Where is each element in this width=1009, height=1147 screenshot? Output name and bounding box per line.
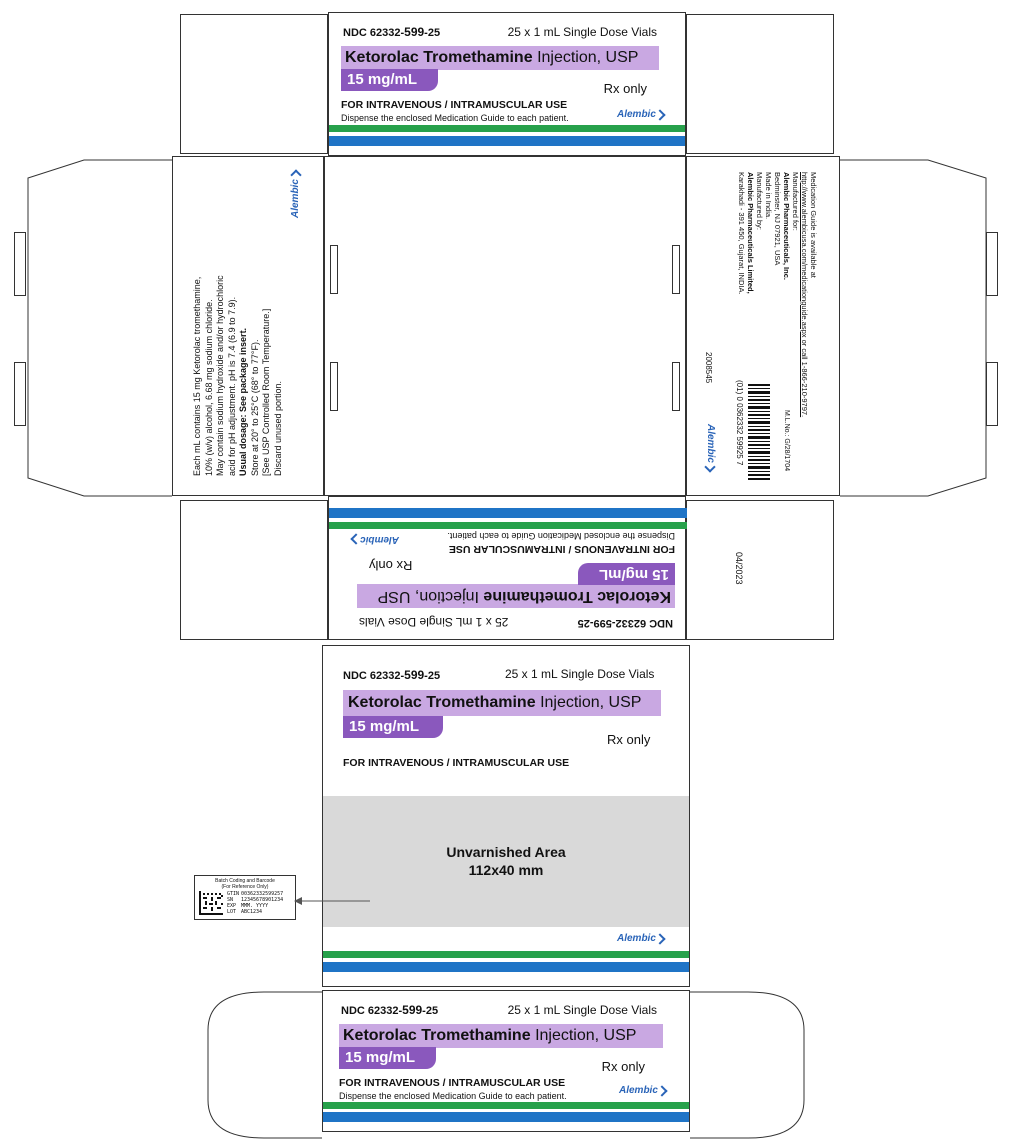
top-panel bbox=[328, 12, 686, 156]
med-guide-text: Dispense the enclosed Medication Guide to each patient. bbox=[341, 113, 569, 123]
front-drug-name-rest: Injection, USP bbox=[540, 694, 642, 711]
label-panel-bottom bbox=[327, 991, 687, 1131]
pack-size-inverted: 25 x 1 mL Single Dose Vials bbox=[359, 615, 509, 629]
bottom-drug-name-rest: Injection, USP bbox=[535, 1027, 637, 1044]
right-side-text-block bbox=[686, 156, 840, 496]
discard-line: Discard unused portion. bbox=[272, 380, 283, 476]
inverted-panel bbox=[328, 496, 686, 640]
bottom-ndc-suffix: -25 bbox=[422, 1005, 439, 1017]
front-strength-badge: 15 mg/mL bbox=[343, 716, 443, 738]
batch-title-2: (For Reference Only) bbox=[221, 884, 269, 890]
gtin-text: (01) 0 0362332 59925 7 bbox=[735, 380, 744, 466]
green-stripe bbox=[329, 125, 685, 132]
med-guide-url: http://www.alembicusa.com/medicationguide.aspx or call 1-866-210-9797. bbox=[800, 172, 809, 418]
front-ndc-product: 599 bbox=[404, 668, 425, 682]
front-alembic-logo: Alembic bbox=[617, 933, 656, 944]
composition-line-2: 10% (w/v) alcohol, 6.68 mg sodium chloride. bbox=[203, 299, 214, 476]
manufactured-for-label: Manufactured for: bbox=[791, 172, 800, 231]
batch-key: LOT bbox=[227, 909, 237, 915]
left-tab-lower bbox=[14, 362, 26, 426]
date-code-wrap bbox=[733, 552, 745, 585]
left-side-text-block bbox=[172, 156, 324, 496]
right-glue-flap bbox=[838, 158, 998, 498]
ndc-number-inverted: NDC 62332-599-25 bbox=[577, 617, 673, 629]
front-rx-only: Rx only bbox=[607, 732, 651, 747]
bottom-ndc-product: 599 bbox=[402, 1003, 423, 1017]
batch-value: ABC1234 bbox=[241, 909, 263, 915]
alembic-logo-left: Alembic bbox=[290, 179, 301, 218]
batch-value: MMM. YYYY bbox=[241, 903, 269, 909]
label-panel-top bbox=[329, 13, 687, 153]
composition-line-1: Each mL contains 15 mg Ketorolac tromethamine, bbox=[192, 276, 202, 476]
med-guide-availability: Medication Guide is available at bbox=[809, 172, 818, 278]
pack-size: 25 x 1 mL Single Dose Vials bbox=[507, 25, 657, 39]
blue-stripe bbox=[329, 136, 685, 146]
front-drug-name-bold: Ketorolac Tromethamine bbox=[348, 694, 536, 711]
med-guide-text-inverted: Dispense the enclosed Medication Guide to each patient. bbox=[447, 531, 675, 541]
ndc-prefix: NDC 62332- bbox=[343, 27, 405, 39]
datamatrix-icon bbox=[199, 891, 223, 915]
front-green-stripe bbox=[323, 951, 689, 958]
slot-left-upper bbox=[330, 245, 338, 294]
rx-only: Rx only bbox=[603, 81, 647, 96]
strength-badge: 15 mg/mL bbox=[341, 69, 438, 91]
top-dust-flap-left bbox=[180, 14, 328, 154]
batch-title-1: Batch Coding and Barcode bbox=[215, 878, 275, 884]
bottom-green-stripe bbox=[323, 1102, 689, 1109]
batch-row bbox=[227, 909, 283, 915]
top-dust-flap-right bbox=[686, 14, 834, 154]
batch-coding-box bbox=[194, 875, 296, 920]
front-ndc-prefix: NDC 62332- bbox=[343, 670, 405, 682]
drug-name-inverted bbox=[378, 587, 671, 605]
drug-name-rest: Injection, USP bbox=[537, 49, 639, 66]
center-back-panel bbox=[324, 156, 686, 496]
bottom-strength-badge: 15 mg/mL bbox=[339, 1047, 436, 1069]
ndc-suffix: -25 bbox=[424, 27, 441, 39]
drug-name-bold-inverted: Ketorolac Tromethamine bbox=[483, 588, 671, 605]
date-code: 04/2023 bbox=[734, 552, 744, 585]
drug-name bbox=[345, 49, 638, 67]
bottom-tuck-flap-left bbox=[204, 990, 324, 1140]
left-glue-flap bbox=[14, 158, 174, 498]
ndc-number bbox=[343, 25, 440, 39]
bottom-pack-size: 25 x 1 mL Single Dose Vials bbox=[507, 1003, 657, 1017]
batch-key: EXP bbox=[227, 903, 237, 909]
bottom-alembic-logo: Alembic bbox=[619, 1085, 658, 1096]
manufacturer-by-address: Karakhadi - 391 450, Gujarat, INDIA. bbox=[737, 172, 746, 295]
rx-only-inverted: Rx only bbox=[369, 558, 413, 573]
front-route: FOR INTRAVENOUS / INTRAMUSCULAR USE bbox=[343, 757, 570, 769]
lower-dust-flap-right bbox=[686, 500, 834, 640]
bottom-ndc-number bbox=[341, 1003, 438, 1017]
bottom-blue-stripe bbox=[323, 1112, 689, 1122]
alembic-logo: Alembic bbox=[617, 109, 656, 120]
bottom-rx-only: Rx only bbox=[601, 1059, 645, 1074]
bottom-panel bbox=[322, 990, 690, 1132]
route-text-inverted: FOR INTRAVENOUS / INTRAMUSCULAR USE bbox=[448, 543, 675, 555]
alembic-logo-inverted: Alembic bbox=[360, 534, 399, 545]
manufacturer-by-name: Alembic Pharmaceuticals Limited, bbox=[746, 172, 755, 294]
bottom-drug-name-bold: Ketorolac Tromethamine bbox=[343, 1027, 531, 1044]
right-tab-upper bbox=[986, 232, 998, 296]
right-tab-lower bbox=[986, 362, 998, 426]
batch-key: GTIN bbox=[227, 891, 240, 897]
front-pack-size: 25 x 1 mL Single Dose Vials bbox=[505, 667, 655, 681]
bottom-ndc-prefix: NDC 62332- bbox=[341, 1005, 403, 1017]
usp-line: [See USP Controlled Room Temperature.] bbox=[261, 308, 271, 476]
slot-left-lower bbox=[330, 362, 338, 411]
front-blue-stripe bbox=[323, 962, 689, 972]
manufactured-by-label: Manufactured by: bbox=[755, 172, 764, 230]
left-tab-upper bbox=[14, 232, 26, 296]
alembic-logo-right: Alembic bbox=[705, 424, 716, 463]
front-panel bbox=[322, 645, 690, 987]
batch-rows bbox=[227, 891, 283, 915]
blue-stripe-inverted bbox=[329, 508, 687, 518]
drug-name-rest-inverted: Injection, USP bbox=[377, 588, 479, 605]
slot-right-lower bbox=[672, 362, 680, 411]
bottom-med-guide-text: Dispense the enclosed Medication Guide to each patient. bbox=[339, 1091, 567, 1101]
batch-value: 12345678901234 bbox=[241, 897, 284, 903]
barcode bbox=[748, 384, 770, 480]
unvarnished-area bbox=[323, 796, 689, 927]
made-in: Made in India. bbox=[764, 172, 773, 220]
slot-right-upper bbox=[672, 245, 680, 294]
dosage-line: Usual dosage: See package insert. bbox=[238, 327, 248, 476]
ndc-product: 599 bbox=[404, 25, 425, 39]
unvarnished-label: Unvarnished Area bbox=[446, 844, 566, 860]
storage-line: Store at 20° to 25°C (68° to 77°F). bbox=[249, 339, 260, 476]
composition-line-4: acid for pH adjustment. pH is 7.4 (6.9 to 7.9). bbox=[226, 296, 237, 476]
ml-number: M.L.No.: G/28/1704 bbox=[783, 410, 790, 472]
bottom-tuck-flap-right bbox=[688, 990, 808, 1140]
lower-dust-flap-left bbox=[180, 500, 328, 640]
route-text: FOR INTRAVENOUS / INTRAMUSCULAR USE bbox=[341, 99, 568, 111]
manufacturer-for-name: Alembic Pharmaceuticals, Inc. bbox=[782, 172, 791, 280]
bottom-drug-name bbox=[343, 1027, 636, 1045]
drug-name-bold: Ketorolac Tromethamine bbox=[345, 49, 533, 66]
front-drug-name bbox=[348, 694, 641, 712]
manufacturer-for-address: Bedminster, NJ 07921, USA bbox=[773, 172, 782, 266]
green-stripe-inverted bbox=[329, 522, 687, 529]
composition-line-3: May contain sodium hydroxide and/or hydrochloric bbox=[215, 275, 225, 476]
pointer-arrow bbox=[294, 895, 372, 907]
front-ndc-suffix: -25 bbox=[424, 670, 441, 682]
unvarnished-size: 112x40 mm bbox=[468, 862, 544, 878]
strength-badge-inverted: 15 mg/mL bbox=[578, 563, 675, 585]
batch-key: SN bbox=[227, 897, 234, 903]
front-ndc bbox=[343, 668, 440, 682]
batch-value: 00362332599257 bbox=[241, 891, 284, 897]
item-code: 2008545 bbox=[704, 352, 713, 384]
bottom-route-text: FOR INTRAVENOUS / INTRAMUSCULAR USE bbox=[339, 1077, 566, 1089]
